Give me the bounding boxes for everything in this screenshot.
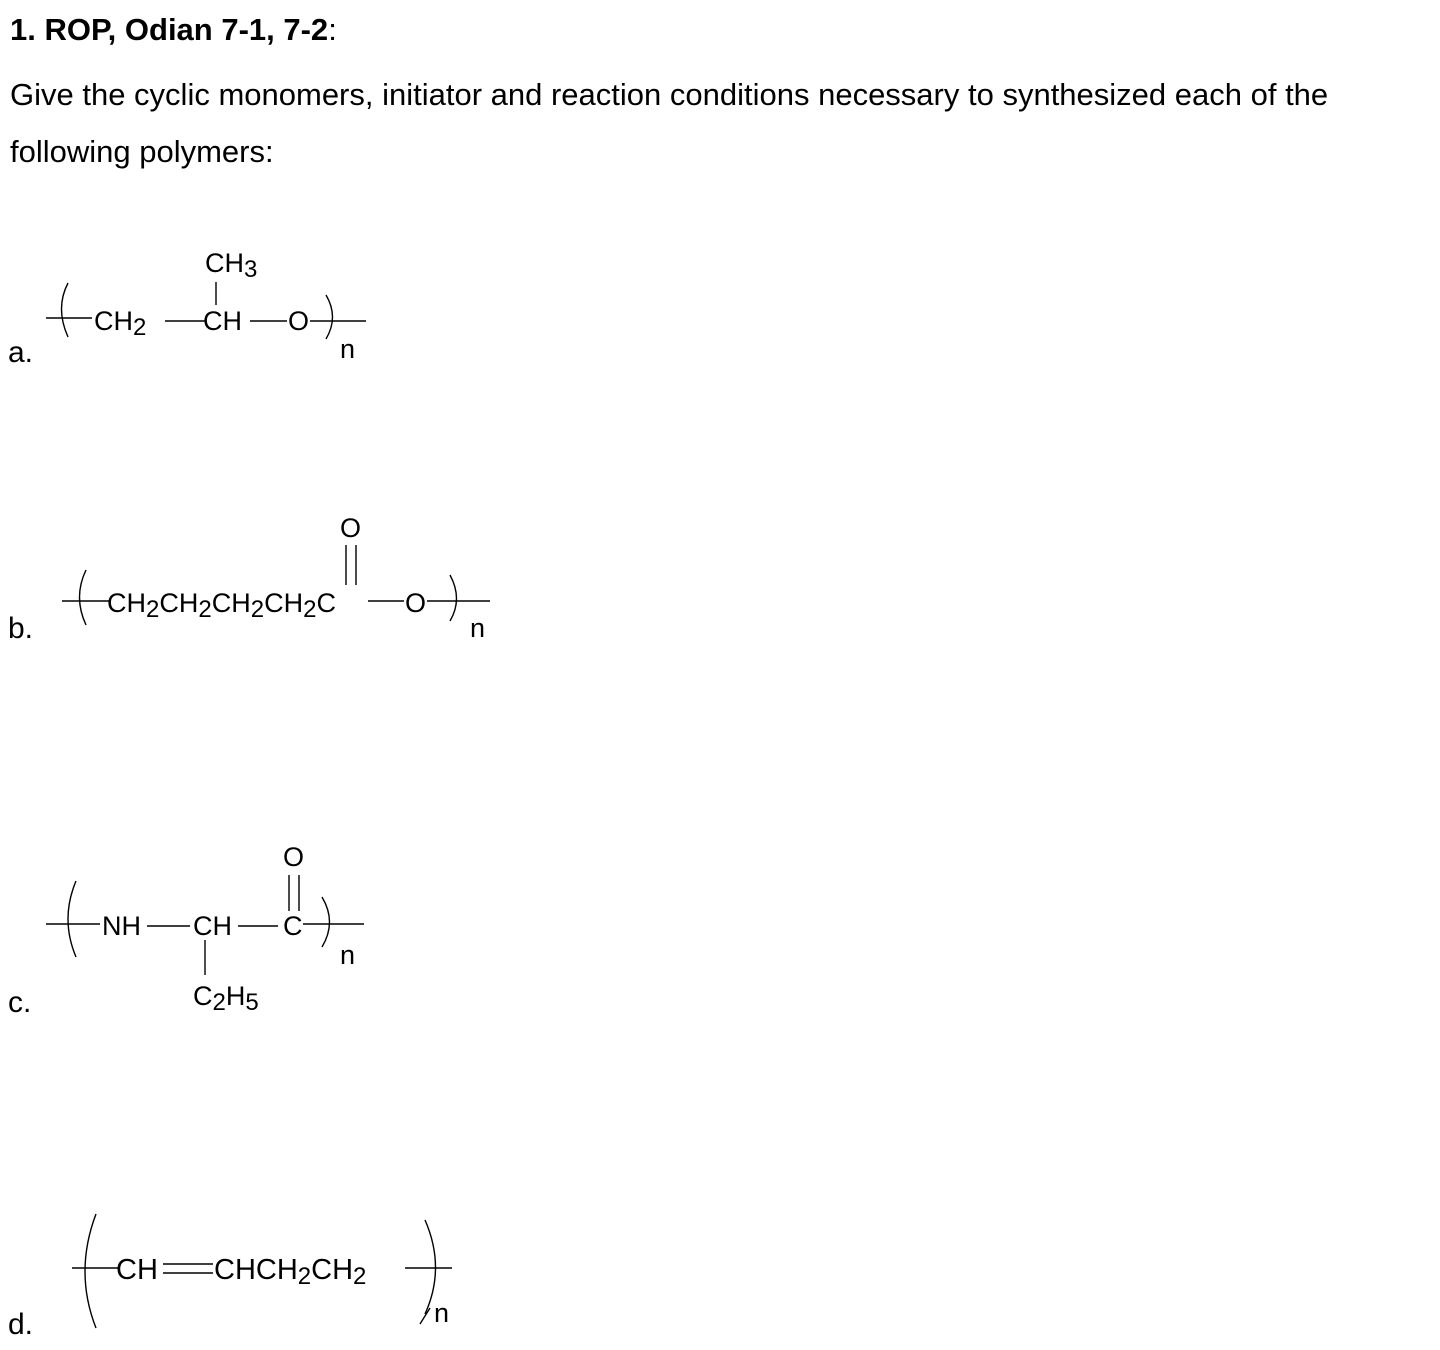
structure-c bbox=[0, 835, 400, 1025]
open-paren bbox=[68, 881, 76, 957]
atom-ch: CH bbox=[116, 1254, 158, 1286]
open-paren bbox=[85, 1214, 96, 1328]
repeat-n: n bbox=[470, 613, 486, 643]
atom-ch: CH bbox=[193, 911, 232, 941]
question-number: 1. bbox=[10, 12, 36, 47]
open-paren bbox=[80, 570, 87, 625]
question-title: ROP, Odian 7-1, 7-2 bbox=[44, 12, 329, 47]
item-label-d: d. bbox=[8, 1308, 34, 1341]
atom-ch: CH bbox=[203, 306, 242, 336]
question-heading bbox=[10, 12, 337, 48]
question-prompt: Give the cyclic monomers, initiator and reaction conditions necessary to synthesized each of the following polymers: bbox=[10, 77, 1329, 169]
atom-nh: NH bbox=[102, 911, 141, 941]
atom-ch3: CH3 bbox=[205, 248, 258, 283]
atom-carbonyl-o: O bbox=[340, 513, 362, 543]
structure-d bbox=[0, 1200, 520, 1350]
repeat-n: n bbox=[434, 1298, 450, 1328]
atom-o: O bbox=[405, 588, 427, 618]
item-label-c: c. bbox=[8, 986, 32, 1019]
close-paren bbox=[322, 897, 330, 947]
close-paren bbox=[450, 575, 457, 621]
n-slash bbox=[420, 1308, 430, 1324]
item-label-a: a. bbox=[8, 336, 34, 369]
structure-a bbox=[0, 235, 400, 365]
chain-chch2ch2: CHCH2CH2 bbox=[214, 1254, 367, 1290]
close-paren bbox=[326, 295, 333, 339]
atom-c: C bbox=[283, 911, 303, 941]
atom-carbonyl-o: O bbox=[283, 842, 305, 872]
structure-b bbox=[0, 505, 520, 655]
atom-ch2: CH2 bbox=[94, 306, 147, 341]
atom-o: O bbox=[288, 306, 310, 336]
group-c2h5: C2H5 bbox=[193, 981, 259, 1016]
repeat-n: n bbox=[340, 334, 356, 364]
item-label-b: b. bbox=[8, 612, 34, 645]
chain-ch2ch2ch2ch2c: CH2CH2CH2CH2C bbox=[107, 588, 336, 623]
open-paren bbox=[62, 283, 69, 337]
heading-colon: : bbox=[328, 12, 337, 47]
repeat-n: n bbox=[340, 940, 356, 970]
